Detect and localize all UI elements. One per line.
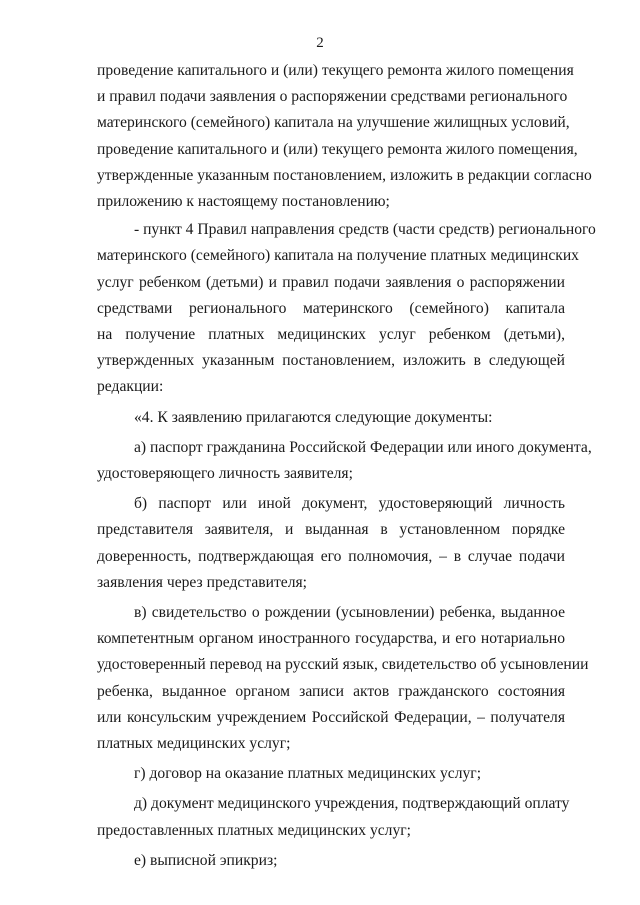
text-line: - пункт 4 Правил направления средств (части средств) регионального [134,221,596,239]
text-line: б) паспорт или иной документ, удостоверяющий личность [134,495,565,513]
text-line: материнского (семейного) капитала на улучшение жилищных условий, [97,114,570,132]
text-line: в) свидетельство о рождении (усыновлении) ребенка, выданное [134,604,565,622]
text-line: средствами регионального материнского (семейного) капитала [97,299,565,317]
text-line: утвержденные указанным постановлением, изложить в редакции согласно [97,166,592,184]
list-item-e [97,848,565,874]
paragraph-documents-intro [97,405,565,431]
list-item-b [97,491,565,596]
paragraph-continuation [97,58,592,215]
text-line: компетентным органом иностранного государства, и его нотариально [97,630,565,648]
text-line: доверенность, подтверждающая его полномочия, – в случае подачи [97,547,565,565]
text-line: проведение капитального и (или) текущего ремонта жилого помещения, [97,140,578,158]
text-line: проведение капитального и (или) текущего ремонта жилого помещения [97,62,574,79]
list-item-g [97,761,565,787]
text-line: материнского (семейного) капитала на получение платных медицинских [97,247,579,265]
list-item-v [97,600,589,757]
text-line: представителя заявителя, и выданная в установленном порядке [97,521,565,539]
list-item-a [97,435,592,487]
text-line: утвержденных указанным постановлением, изложить в следующей [97,352,565,370]
text-line: предоставленных платных медицинских услуг; [97,821,411,839]
page-number: 2 [316,35,324,51]
document-body [97,58,596,874]
text-line: д) документ медицинского учреждения, подтверждающий оплату [134,795,570,813]
text-line: удостоверяющего личность заявителя; [97,465,353,483]
list-item-d [97,791,570,843]
text-line: услуг ребенком (детьми) и правил подачи заявления о распоряжении [97,273,565,291]
text-line: «4. К заявлению прилагаются следующие документы: [134,408,493,426]
text-line: удостоверенный перевод на русский язык, свидетельство об усыновлении [97,656,589,674]
text-line: редакции: [97,378,164,396]
text-line: платных медицинских услуг; [97,735,291,753]
text-line: заявления через представителя; [97,573,307,591]
text-line: или консульским учреждением Российской Федерации, – получателя [97,708,565,726]
text-line: а) паспорт гражданина Российской Федерации или иного документа, [134,438,592,456]
text-line: и правил подачи заявления о распоряжении средствами регионального [97,88,568,106]
text-line: на получение платных медицинских услуг ребенком (детьми), [97,326,565,344]
text-line: е) выписной эпикриз; [134,851,278,869]
text-line: приложению к настоящему постановлению; [97,193,390,211]
text-line: ребенка, выданное органом записи актов гражданского состояния [97,682,565,700]
paragraph-item-4-rules [97,217,596,400]
text-line: г) договор на оказание платных медицинских услуг; [134,765,482,783]
